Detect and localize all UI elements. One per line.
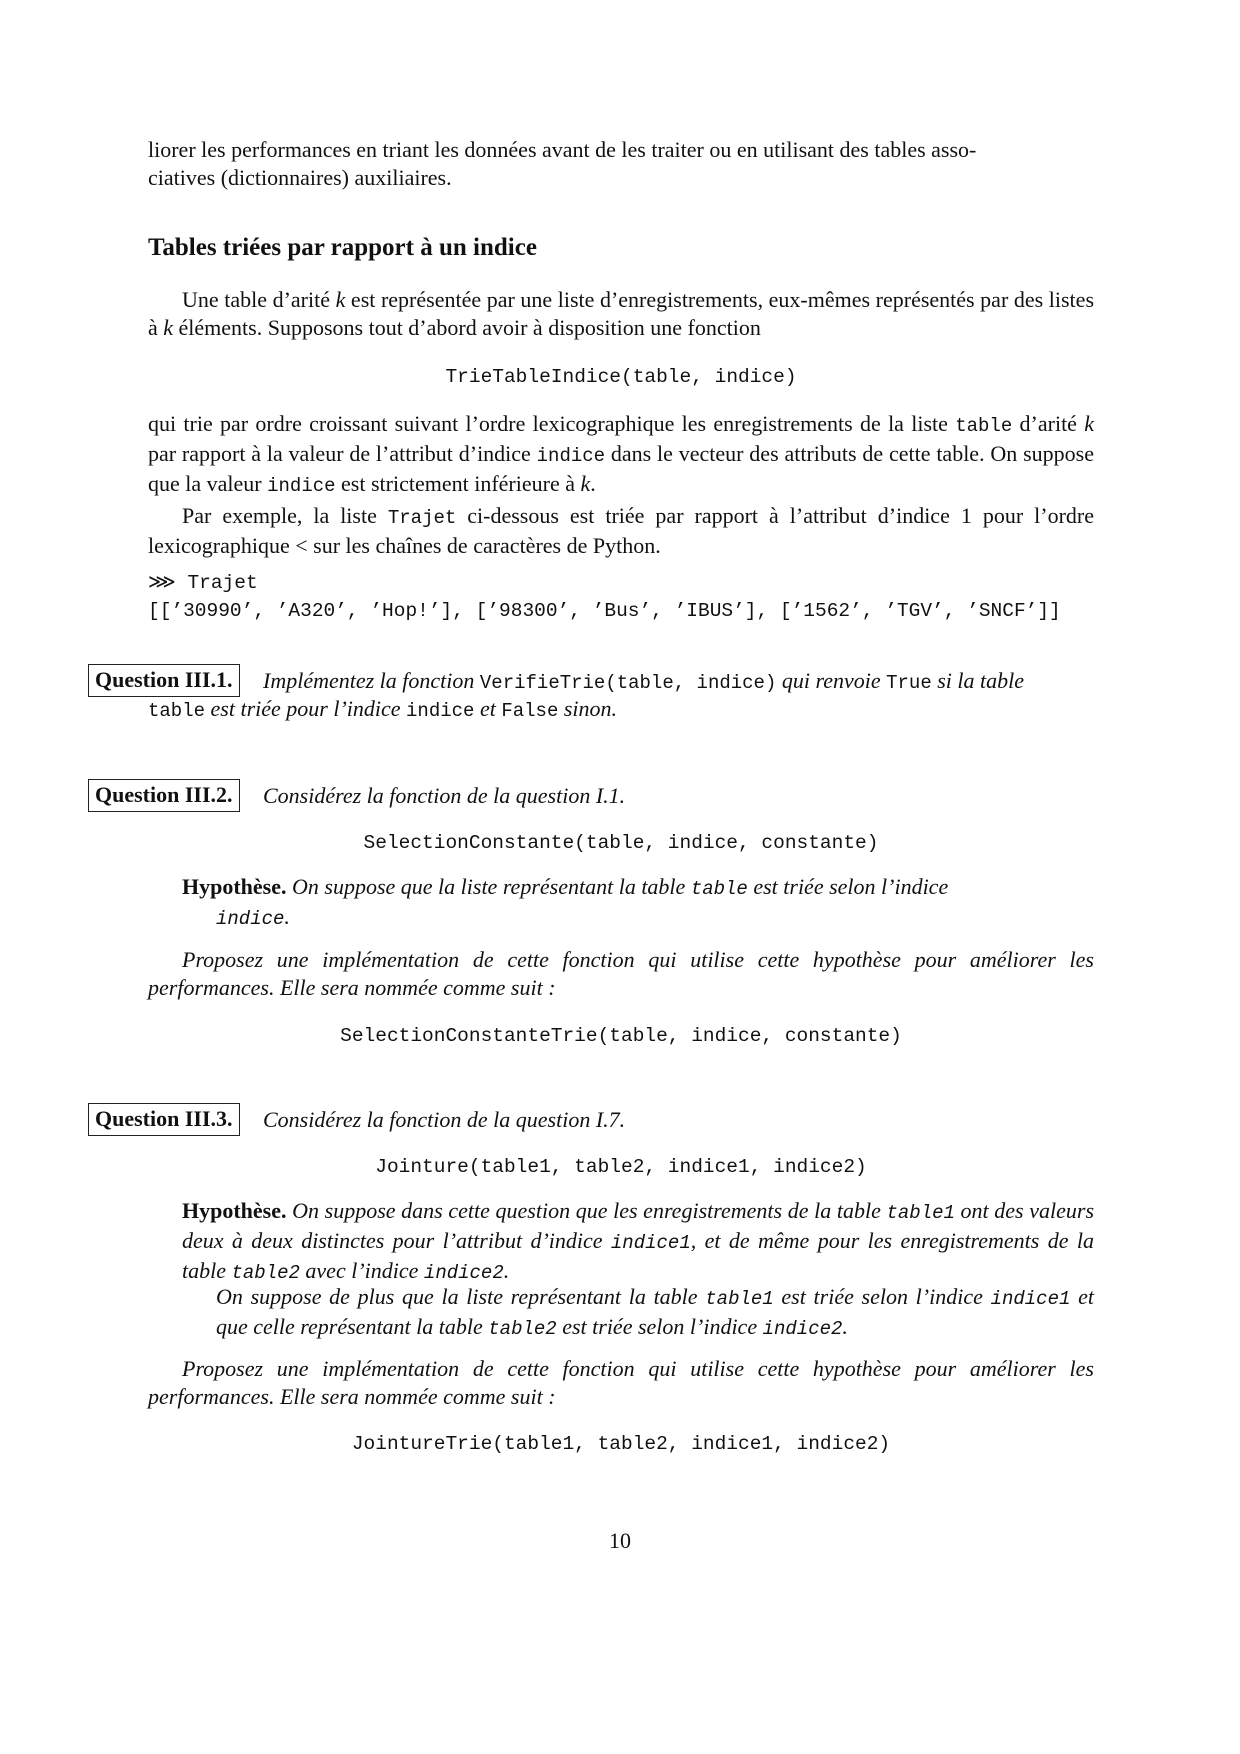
paragraph-arity: Une table d’arité k est représentée par une liste d’enregistrements, eux-mêmes représentés par des listes à k éléments. Supposons tout d’abord avoir à disposition une fonction [148, 287, 1094, 340]
proposal-III-3: Proposez une implémentation de cette fonction qui utilise cette hypothèse pour améliorer les performances. Elle sera nommée comme suit : [148, 1356, 1094, 1409]
function-selection-constante-trie: SelectionConstanteTrie(table, indice, constante) [340, 1025, 902, 1047]
code-prompt-line: ⋙ Trajet [148, 572, 258, 594]
question-label-III-2: Question III.2. [88, 779, 240, 812]
paragraph-example: Par exemple, la liste Trajet ci-dessous est triée par rapport à l’attribut d’indice 1 pour l’ordre lexicographique < sur les chaînes de caractères de Python. [148, 503, 1094, 558]
function-jointure: Jointure(table1, table2, indice1, indice2) [375, 1156, 867, 1178]
question-text-III-1: Implémentez la fonction VerifieTrie(table, indice) qui renvoie True si la table [263, 668, 1025, 694]
hypothesis-III-3-cont: On suppose de plus que la liste représentant la table table1 est triée selon l’indice indice1 et que celle représentant la table table2 est triée selon l’indice indice2. [216, 1284, 1094, 1340]
proposal-III-2: Proposez une implémentation de cette fonction qui utilise cette hypothèse pour améliorer les performances. Elle sera nommée comme suit : [148, 947, 1094, 1000]
page-number: 10 [609, 1528, 631, 1553]
code-example [148, 569, 1061, 625]
question-text-III-2: Considérez la fonction de la question I.1. [263, 783, 626, 808]
question-text-III-3: Considérez la fonction de la question I.7. [263, 1107, 626, 1132]
question-text-III-1-cont: table est triée pour l’indice indice et False sinon. [148, 696, 618, 722]
function-jointure-trie: JointureTrie(table1, table2, indice1, indice2) [351, 1433, 891, 1455]
hypothesis-III-2: Hypothèse. On suppose que la liste représentant la table table est triée selon l’indice indice. [182, 874, 949, 930]
hypothesis-III-3: Hypothèse. On suppose dans cette question que les enregistrements de la table table1 ont des valeurs deux à deux distinctes pour l’attribut d’indice indice1, et de même pour les enregistrements de la table table2 avec l’indice indice2. [182, 1198, 1095, 1284]
intro-line-1: liorer les performances en triant les données avant de les traiter ou en utilisant des tables asso- [148, 137, 977, 162]
code-output-line: [[’30990’, ’A320’, ’Hop!’], [’98300’, ’Bus’, ’IBUS’], [’1562’, ’TGV’, ’SNCF’]] [148, 600, 1061, 622]
question-label-III-1: Question III.1. [88, 664, 240, 697]
section-heading: Tables triées par rapport à un indice [148, 234, 537, 261]
intro-line-2: ciatives (dictionnaires) auxiliaires. [148, 165, 452, 190]
function-selection-constante: SelectionConstante(table, indice, constante) [363, 832, 879, 854]
paragraph-trie-description: qui trie par ordre croissant suivant l’ordre lexicographique les enregistrements de la liste table d’arité k par rapport à la valeur de l’attribut d’indice indice dans le vecteur des attributs de cette table. On suppose que la valeur indice est strictement inférieure à k. [148, 411, 1095, 497]
question-label-III-3: Question III.3. [88, 1103, 240, 1136]
function-trie-table-indice: TrieTableIndice(table, indice) [445, 366, 797, 388]
intro-paragraph [148, 136, 1094, 192]
